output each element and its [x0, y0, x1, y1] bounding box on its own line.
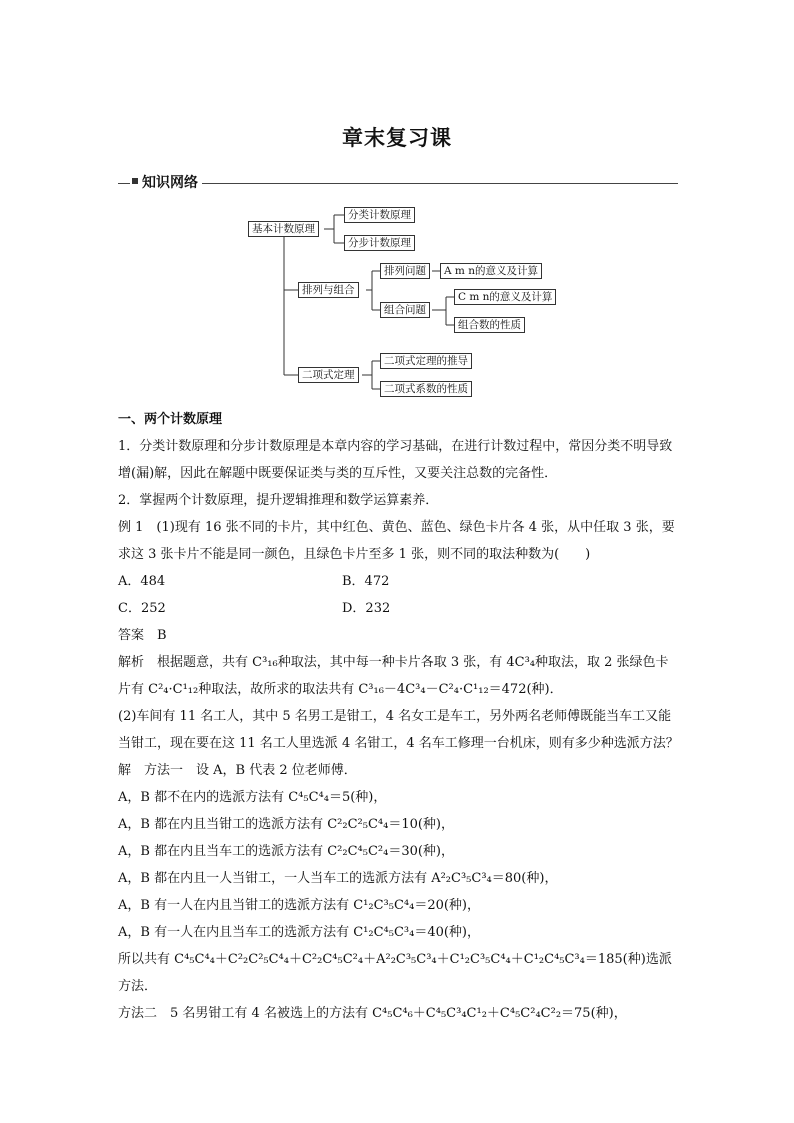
node-basic-counting: 基本计数原理 [248, 221, 319, 237]
solution-line: 所以共有 C⁴₅C⁴₄＋C²₂C²₅C⁴₄＋C²₂C⁴₅C²₄＋A²₂C³₅C³₄＋C¹₂C³₅C⁴₄＋C¹₂C⁴₅C³₄＝185(种)选派方法． [118, 952, 672, 994]
main-content [118, 406, 680, 1027]
section-title: 知识网络 [142, 175, 198, 191]
node-comb-properties: 组合数的性质 [454, 317, 525, 333]
node-perm-comb: 排列与组合 [298, 282, 359, 298]
paragraph-1: 1．分类计数原理和分步计数原理是本章内容的学习基础，在进行计数过程中，常因分类不明导致增(漏)解，因此在解题中既要保证类与类的互斥性，又要关注总数的完备性． [118, 439, 673, 481]
node-perm-meaning: A m n的意义及计算 [440, 263, 542, 279]
option-b: B．472 [342, 574, 390, 589]
node-addition-principle: 分类计数原理 [344, 207, 415, 223]
node-multiplication-principle: 分步计数原理 [344, 235, 415, 251]
options-row-1 [118, 568, 680, 595]
heading-counting-principles: 一、两个计数原理 [118, 412, 223, 427]
answer: 答案 B [118, 628, 167, 643]
knowledge-network-diagram [240, 204, 553, 400]
page-title: 章末复习课 [342, 125, 452, 150]
solution-line: 方法二 5 名男钳工有 4 名被选上的方法有 C⁴₅C⁴₆＋C⁴₅C³₄C¹₂＋C⁴₅C²₄C²₂＝75(种)， [118, 1006, 627, 1021]
node-permutation: 排列问题 [380, 263, 430, 279]
problem-2: (2)车间有 11 名工人，其中 5 名男工是钳工，4 名女工是车工，另外两名老师傅既能当车工又能当钳工，现在要在这 11 名工人里选派 4 名钳工，4 名车工修理一台机床，则有多少种选派方法？ [118, 709, 679, 751]
option-c: C．252 [118, 601, 166, 616]
node-binomial-coeff: 二项式系数的性质 [380, 381, 472, 397]
solution-line: A，B 有一人在内且当钳工的选派方法有 C¹₂C³₅C⁴₄＝20(种)， [118, 898, 481, 913]
example-1: 例 1 (1)现有 16 张不同的卡片，其中红色、黄色、蓝色、绿色卡片各 4 张，从中任取 3 张，要求这 3 张卡片不能是同一颜色，且绿色卡片至多 1 张，则不同的取法种数为( ) [118, 520, 675, 562]
option-d: D．232 [342, 601, 391, 616]
solution-line: A，B 都在内且当钳工的选派方法有 C²₂C²₅C⁴₄＝10(种)， [118, 817, 455, 832]
section-header [118, 174, 678, 194]
solution-line: A，B 有一人在内且当车工的选派方法有 C¹₂C⁴₅C³₄＝40(种)， [118, 925, 481, 940]
solution-line: A，B 都不在内的选派方法有 C⁴₅C⁴₄＝5(种)， [118, 790, 387, 805]
options-row-2 [118, 595, 680, 622]
analysis: 解析 根据题意，共有 C³₁₆种取法，其中每一种卡片各取 3 张，有 4C³₄种取法，取 2 张绿色卡片有 C²₄·C¹₁₂种取法，故所求的取法共有 C³₁₆－4C³₄－C²₄·C¹₁₂＝472(种)． [118, 655, 669, 697]
node-combination: 组合问题 [380, 302, 430, 318]
option-a: A．484 [118, 574, 166, 589]
square-bullet-icon [132, 178, 138, 184]
node-comb-meaning: C m n的意义及计算 [454, 289, 556, 305]
section-rule [118, 183, 678, 184]
solution-intro: 解 方法一 设 A，B 代表 2 位老师傅． [118, 763, 357, 778]
section-label [130, 174, 202, 192]
node-binomial: 二项式定理 [298, 367, 359, 383]
solution-line: A，B 都在内且当车工的选派方法有 C²₂C⁴₅C²₄＝30(种)， [118, 844, 455, 859]
paragraph-2: 2．掌握两个计数原理，提升逻辑推理和数学运算素养． [118, 493, 439, 508]
solution-line: A，B 都在内且一人当钳工，一人当车工的选派方法有 A²₂C³₅C³₄＝80(种)， [118, 871, 558, 886]
node-binomial-derivation: 二项式定理的推导 [380, 353, 472, 369]
